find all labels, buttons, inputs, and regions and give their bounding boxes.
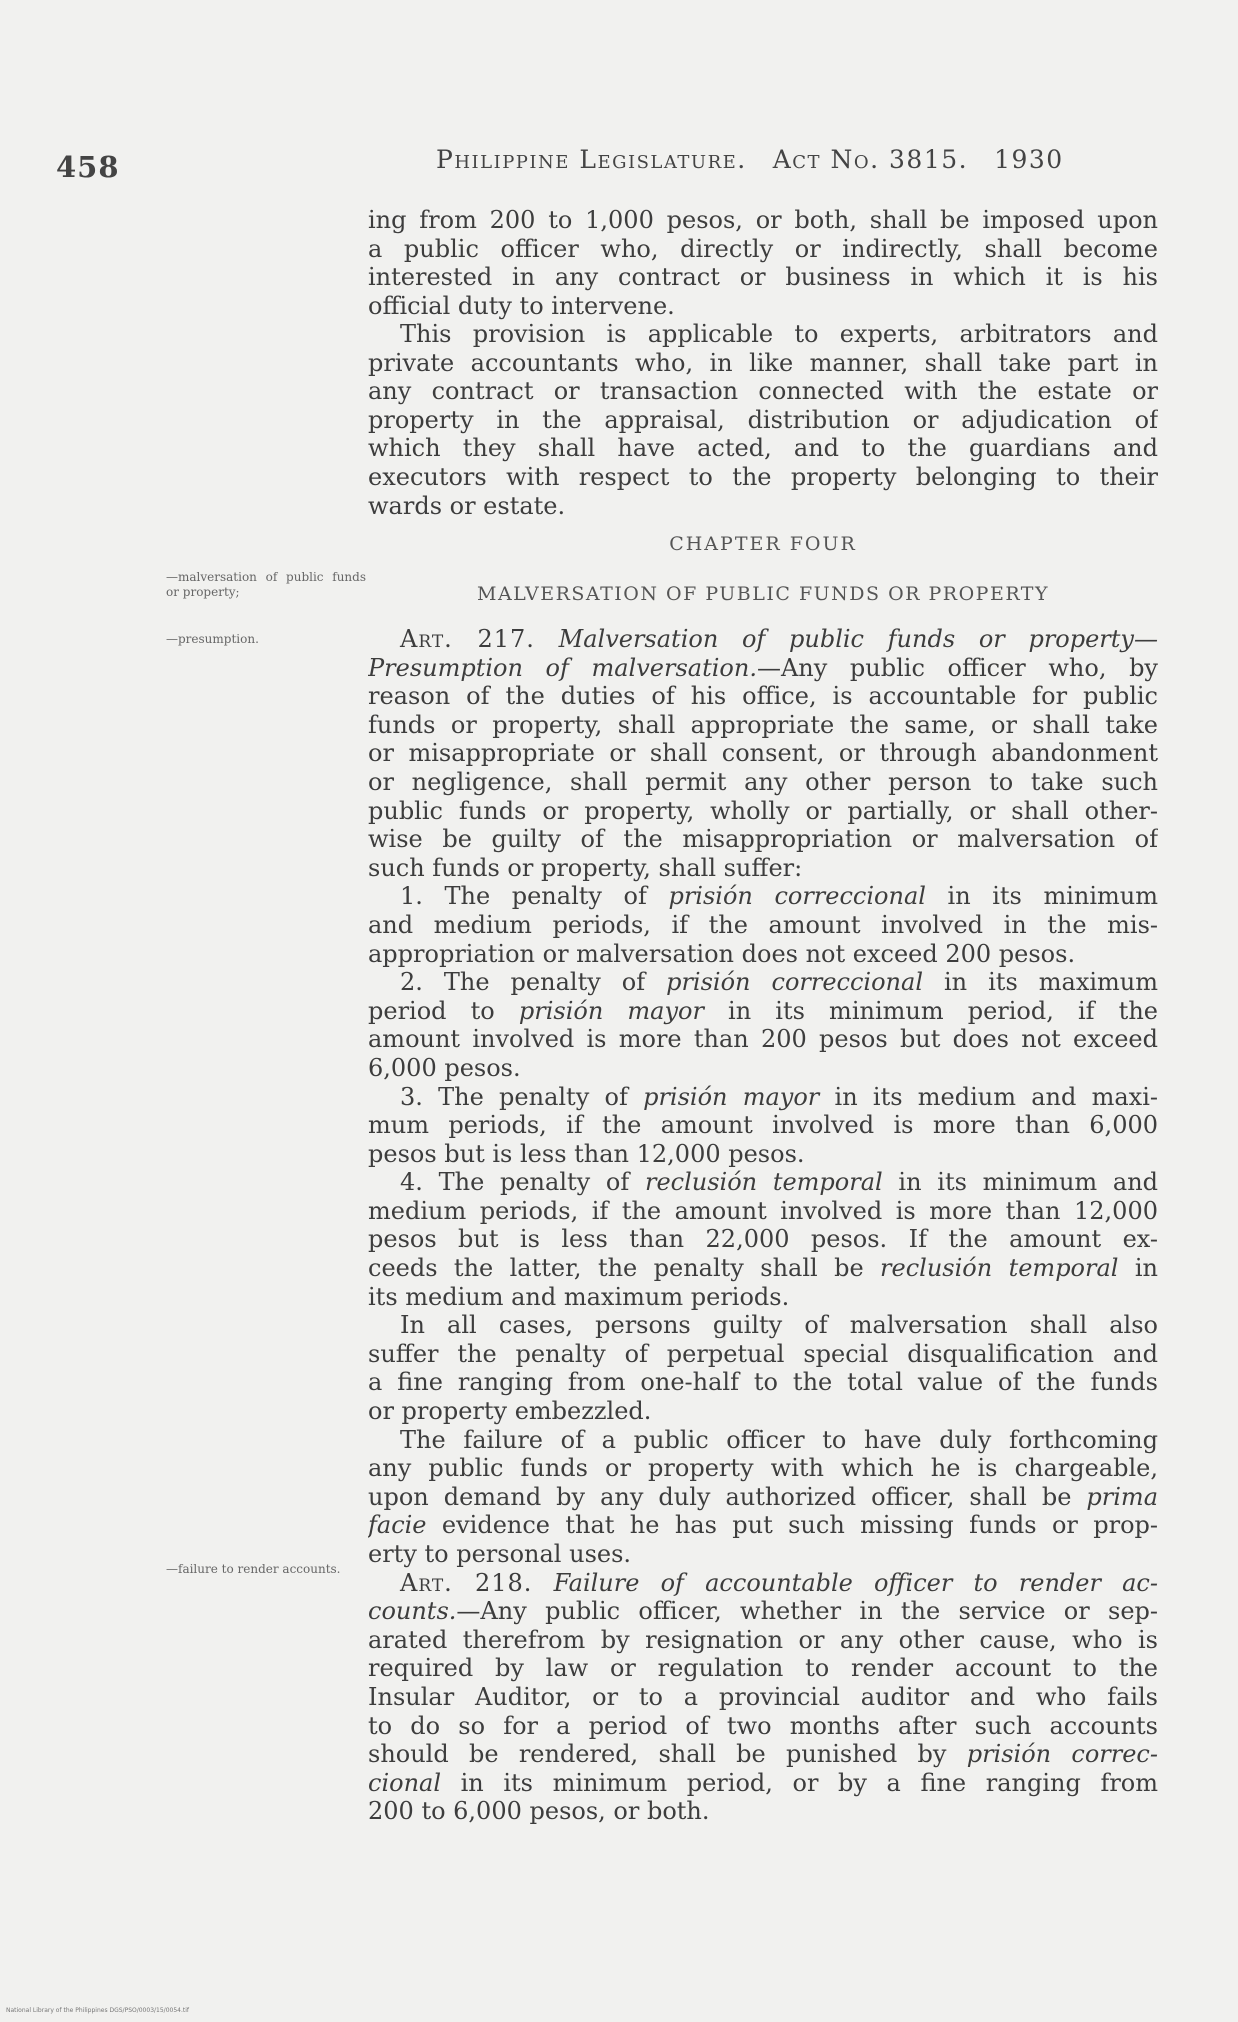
text-run: in bbox=[1118, 1254, 1158, 1283]
text-run: prisión correc- bbox=[966, 1740, 1158, 1769]
text-line: In all cases, persons guilty of malversation shall also bbox=[400, 1311, 1158, 1340]
article-title: Presumption of malversation. bbox=[368, 653, 757, 682]
paragraph-continuation bbox=[368, 206, 1158, 320]
article-label: Art. 217. bbox=[400, 625, 535, 653]
text-run: —Any public officer, whether in the service or sep- bbox=[456, 1597, 1158, 1626]
text-line bbox=[368, 997, 1158, 1026]
text-line: funds or property, shall appropriate the same, or shall take bbox=[368, 710, 1158, 739]
text-line: mum periods, if the amount involved is more than 6,000 bbox=[368, 1111, 1158, 1140]
text-run: prisión correccional bbox=[668, 882, 926, 911]
article-217 bbox=[368, 625, 1158, 1826]
article-title: Malversation of public funds or property— bbox=[558, 625, 1158, 653]
text-line: or misappropriate or shall consent, or through abandonment bbox=[368, 739, 1158, 768]
text-line: reason of the duties of his office, is accountable for public bbox=[368, 682, 1158, 711]
text-line: wise be guilty of the misappropriation or malversation of bbox=[368, 825, 1158, 854]
running-title: Philippine Legislature. bbox=[436, 145, 747, 174]
text-line bbox=[368, 1083, 1158, 1112]
text-run: ceeds the latter, the penalty shall be bbox=[368, 1254, 881, 1283]
text-run: 3. The penalty of bbox=[400, 1082, 644, 1111]
text-run: period to bbox=[368, 996, 519, 1025]
text-line bbox=[368, 882, 1158, 911]
text-run: prisión correccional bbox=[666, 968, 923, 997]
text-run: prisión mayor bbox=[518, 996, 704, 1025]
text-line: property in the appraisal, distribution or adjudication of bbox=[368, 405, 1158, 434]
act-number: Act No. 3815. bbox=[772, 145, 969, 174]
text-run: in its minimum period, or by a fine ranging from bbox=[441, 1768, 1158, 1797]
header-year: 1930 bbox=[994, 145, 1064, 174]
text-line bbox=[368, 968, 1158, 997]
section-heading: MALVERSATION OF PUBLIC FUNDS OR PROPERTY bbox=[476, 583, 1050, 605]
text-line bbox=[368, 625, 1158, 654]
text-line: 200 to 6,000 pesos, or both. bbox=[368, 1797, 710, 1826]
text-line: or property embezzled. bbox=[368, 1397, 652, 1426]
text-line: any contract or transaction connected with the estate or bbox=[368, 377, 1158, 406]
article-title: Failure of accountable officer to render ac- bbox=[553, 1568, 1158, 1597]
text-line: appropriation or malversation does not exceed 200 pesos. bbox=[368, 939, 1076, 968]
text-run: prisión mayor bbox=[643, 1082, 820, 1111]
text-line: suffer the penalty of perpetual special disqualification and bbox=[368, 1339, 1158, 1368]
text-line bbox=[368, 1254, 1158, 1283]
text-line: Insular Auditor, or to a provincial auditor and who fails bbox=[368, 1682, 1158, 1711]
text-line: and medium periods, if the amount involved in the mis- bbox=[368, 910, 1158, 939]
text-line: private accountants who, in like manner, shall take part in bbox=[368, 348, 1158, 377]
text-run: 2. The penalty of bbox=[400, 968, 667, 997]
text-line: official duty to intervene. bbox=[368, 291, 675, 320]
text-line: pesos but is less than 22,000 pesos. If the amount ex- bbox=[368, 1225, 1158, 1254]
text-run: upon demand by any duly authorized officer, shall be bbox=[368, 1482, 1087, 1511]
text-line bbox=[368, 1511, 1158, 1540]
text-line: medium periods, if the amount involved is more than 12,000 bbox=[368, 1196, 1158, 1225]
text-line: its medium and maximum periods. bbox=[368, 1282, 790, 1311]
sidenote-presumption: —presumption. bbox=[166, 632, 259, 646]
text-run: in its minimum period, if the bbox=[703, 996, 1158, 1025]
page-number: 458 bbox=[56, 150, 120, 184]
text-run: reclusión temporal bbox=[880, 1254, 1119, 1283]
text-line bbox=[368, 1168, 1158, 1197]
article-label: Art. 218. bbox=[400, 1568, 533, 1597]
text-run: 4. The penalty of bbox=[400, 1168, 645, 1197]
text-line: ing from 200 to 1,000 pesos, or both, shall be imposed upon bbox=[368, 206, 1158, 234]
text-line: a fine ranging from one-half to the total value of the funds bbox=[368, 1368, 1158, 1397]
text-line bbox=[368, 1569, 1158, 1598]
text-run: facie bbox=[368, 1511, 427, 1540]
text-run: evidence that he has put such missing funds or prop- bbox=[426, 1511, 1158, 1540]
text-line: This provision is applicable to experts, arbitrators and bbox=[400, 320, 1158, 348]
text-run: —Any public officer who, by bbox=[756, 653, 1158, 682]
text-line: erty to personal uses. bbox=[368, 1540, 632, 1568]
text-line: any public funds or property with which he is chargeable, bbox=[368, 1454, 1158, 1483]
text-line bbox=[368, 1769, 1158, 1798]
text-line: The failure of a public officer to have duly forthcoming bbox=[400, 1425, 1158, 1454]
text-line: public funds or property, wholly or partially, or shall other- bbox=[368, 796, 1158, 825]
text-line: required by law or regulation to render account to the bbox=[368, 1654, 1158, 1683]
text-line: arated therefrom by resignation or any other cause, who is bbox=[368, 1625, 1158, 1654]
text-line bbox=[368, 1597, 1158, 1626]
text-run: in its maximum bbox=[923, 968, 1158, 997]
text-run: reclusión temporal bbox=[644, 1168, 883, 1197]
text-line: pesos but is less than 12,000 pesos. bbox=[368, 1139, 805, 1168]
text-line bbox=[368, 1483, 1158, 1512]
text-line: amount involved is more than 200 pesos but does not exceed bbox=[368, 1025, 1158, 1054]
text-line: to do so for a period of two months after such accounts bbox=[368, 1711, 1158, 1740]
text-run: in its medium and maxi- bbox=[819, 1082, 1158, 1111]
sidenote-failure: —failure to render accounts. bbox=[166, 1562, 341, 1576]
text-line bbox=[368, 654, 1158, 683]
text-run: in its minimum and bbox=[882, 1168, 1158, 1197]
text-line: interested in any contract or business in which it is his bbox=[368, 263, 1158, 292]
text-run: in its minimum bbox=[925, 882, 1158, 911]
text-line: 6,000 pesos. bbox=[368, 1053, 521, 1082]
sidenote-malversation: —malversation of public funds or property; bbox=[166, 570, 366, 599]
text-line: wards or estate. bbox=[368, 491, 566, 520]
text-run: prima bbox=[1086, 1482, 1158, 1511]
text-line: a public officer who, directly or indirectly, shall become bbox=[368, 234, 1158, 263]
text-run: should be rendered, shall be punished by bbox=[368, 1740, 967, 1769]
text-line: which they shall have acted, and to the guardians and bbox=[368, 434, 1158, 463]
text-line: or negligence, shall permit any other person to take such bbox=[368, 767, 1158, 796]
paragraph-experts bbox=[368, 320, 1158, 520]
text-line bbox=[368, 1740, 1158, 1769]
text-run: cional bbox=[368, 1768, 442, 1797]
scan-footer: National Library of the Philippines DGS/PSO/0003/15/0054.tif bbox=[6, 2007, 189, 2014]
article-title: counts. bbox=[368, 1597, 457, 1626]
text-line: such funds or property, shall suffer: bbox=[368, 853, 803, 882]
running-header bbox=[436, 145, 1064, 174]
text-line: executors with respect to the property belonging to their bbox=[368, 462, 1158, 491]
chapter-heading: CHAPTER FOUR bbox=[669, 533, 857, 555]
text-run: 1. The penalty of bbox=[400, 882, 669, 911]
